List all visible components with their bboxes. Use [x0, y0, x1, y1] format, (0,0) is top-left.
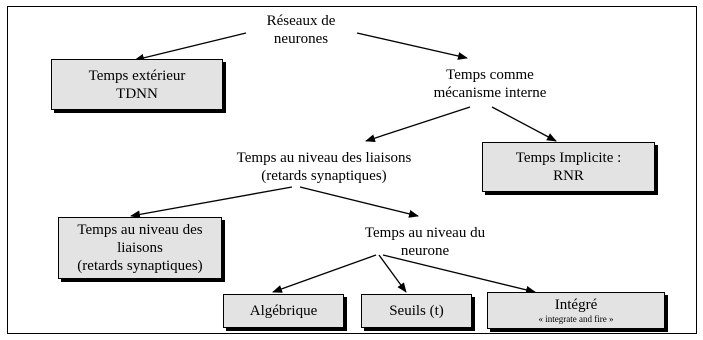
- arrow-internal-to-implicit: [492, 107, 556, 141]
- external-time-line1: Temps extérieur: [88, 67, 186, 84]
- arrow-root-to-external: [135, 33, 246, 60]
- arrow-links-to-linksbox: [131, 187, 292, 216]
- arrow-neuron-to-integrated: [383, 255, 535, 292]
- arrow-neuron-to-algebraic: [273, 255, 376, 292]
- external-time-box: [51, 59, 223, 110]
- arrow-root-to-internal: [357, 33, 467, 58]
- integrated-subtitle: « integrate and fire »: [538, 314, 614, 324]
- implicit-time-box: [482, 142, 655, 192]
- neuron-level-label: Temps au niveau du neurone: [364, 225, 486, 259]
- arrow-neuron-to-thresholds: [379, 255, 406, 292]
- links-level-box: Temps au niveau des liaisons (retards synaptiques): [58, 217, 222, 279]
- arrow-links-to-neuron: [300, 187, 418, 216]
- algebraic-box: Algébrique: [223, 294, 344, 328]
- internal-mechanism-label: Temps comme mécanisme interne: [433, 67, 547, 101]
- integrated-box: [487, 292, 665, 329]
- links-level-label: Temps au niveau des liaisons (retards synaptiques): [236, 150, 412, 184]
- thresholds-box: Seuils (t): [361, 294, 472, 328]
- arrow-internal-to-links: [366, 107, 470, 141]
- implicit-time-line2: RNR: [553, 168, 584, 184]
- external-time-line2: TDNN: [116, 85, 158, 102]
- root-label: Réseaux de neurones: [266, 13, 336, 47]
- integrated-title: Intégré: [554, 297, 598, 313]
- implicit-time-line1: Temps Implicite :: [515, 150, 622, 166]
